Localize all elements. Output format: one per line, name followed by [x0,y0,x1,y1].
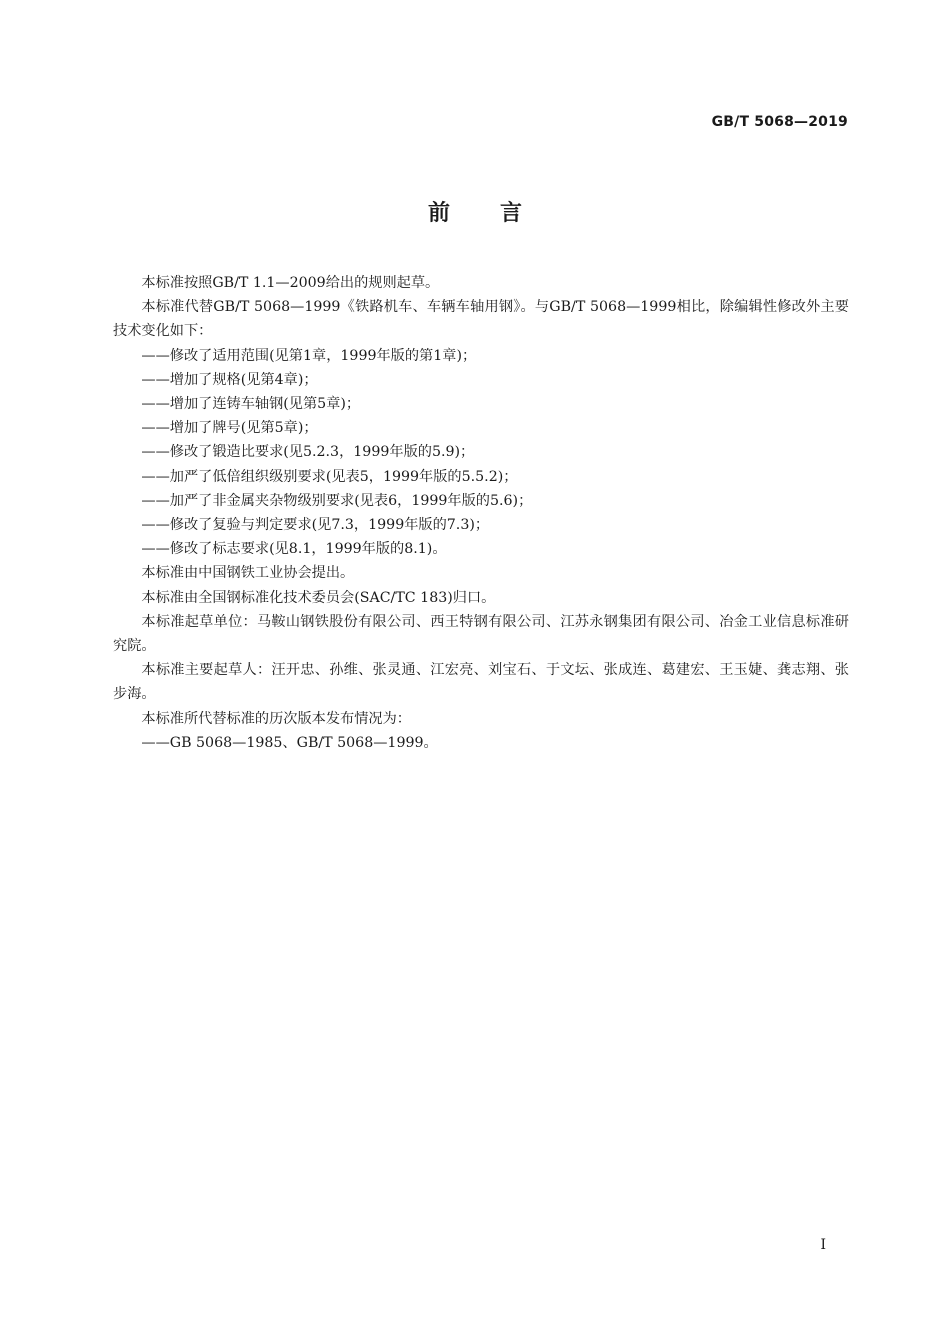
paragraph: 本标准所代替标准的历次版本发布情况为： [141,710,411,727]
change-item: ——加严了低倍组织级别要求(见表5，1999年版的5.5.2)； [141,468,518,485]
change-item: ——加严了非金属夹杂物级别要求(见表6，1999年版的5.6)； [141,492,533,509]
standard-code: GB/T 5068—2019 [711,114,848,130]
history-item: ——GB 5068—1985、GB/T 5068—1999。 [141,734,438,751]
change-item: ——修改了锻造比要求(见5.2.3，1999年版的5.9)； [141,444,475,461]
page-title: 前言 [427,201,572,226]
paragraph: 本标准代替GB/T 5068—1999《铁路机车、车辆车轴用钢》。与GB/T 5068—1999相比，除编辑性修改外主要技术变化如下： [113,299,849,340]
paragraph: 本标准由全国钢标准化技术委员会(SAC/TC 183)归口。 [141,589,496,606]
change-item: ——增加了规格(见第4章)； [141,371,318,388]
change-item: ——修改了复验与判定要求(见7.3，1999年版的7.3)； [141,517,490,534]
change-item: ——修改了适用范围(见第1章，1999年版的第1章)； [141,347,477,364]
paragraph: 本标准起草单位：马鞍山钢铁股份有限公司、西王特钢有限公司、江苏永钢集团有限公司、冶金工业信息标准研究院。 [113,613,849,655]
foreword-body [113,271,849,755]
change-item: ——增加了牌号(见第5章)； [141,420,318,437]
change-item: ——修改了标志要求(见8.1，1999年版的8.1)。 [141,541,447,558]
paragraph: 本标准由中国钢铁工业协会提出。 [141,565,355,582]
change-item: ——增加了连铸车轴钢(见第5章)； [141,396,361,413]
paragraph: 本标准主要起草人：汪开忠、孙维、张灵通、江宏亮、刘宝石、于文坛、张成连、葛建宏、王玉婕、龚志翔、张步海。 [113,662,849,703]
paragraph: 本标准按照GB/T 1.1—2009给出的规则起草。 [141,275,440,291]
page-number: I [820,1237,826,1253]
